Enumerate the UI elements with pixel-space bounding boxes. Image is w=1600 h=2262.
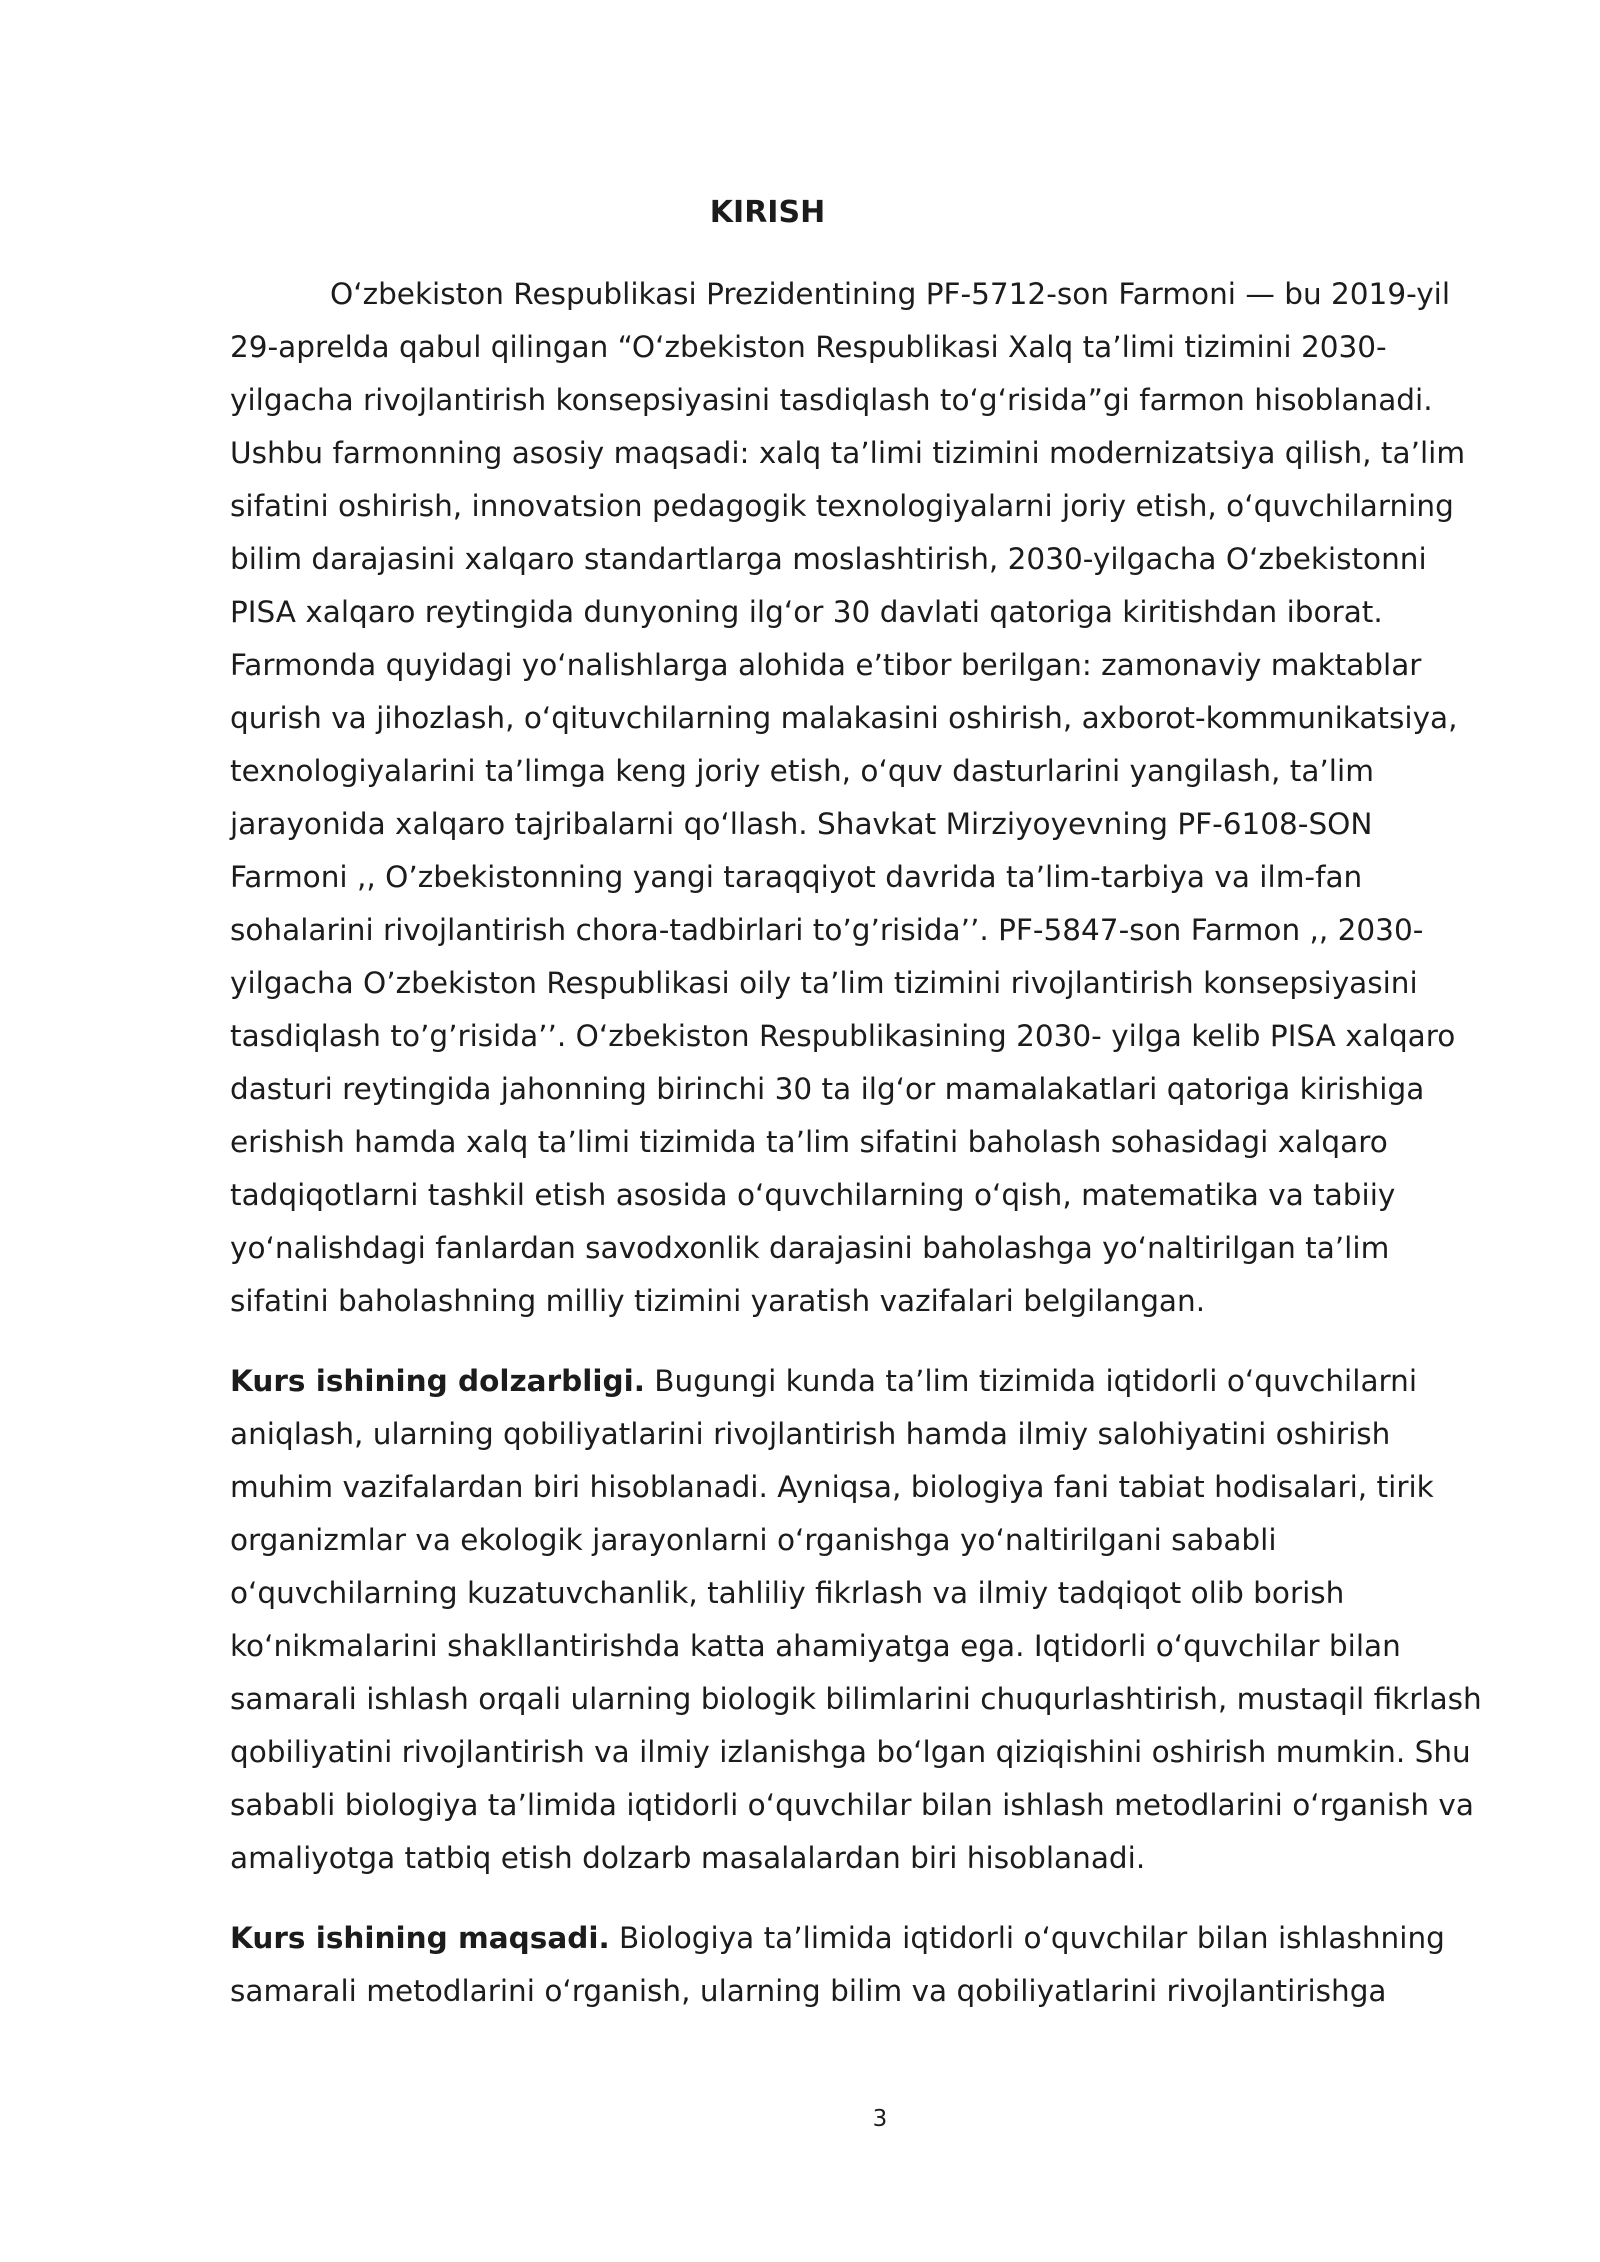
text-line: jarayonida xalqaro tajribalarni qo‘llash. Shavkat Mirziyoyevning PF-6108-SON [230, 807, 1373, 841]
text-line [230, 1355, 1530, 1408]
text-line: qurish va jihozlash, o‘qituvchilarning malakasini oshirish, axborot-kommunikatsiya, [230, 701, 1458, 735]
text-line: yilgacha O’zbekiston Respublikasi oily ta’lim tizimini rivojlantirish konsepsiyasini [230, 966, 1418, 1000]
relevance-heading: Kurs ishining dolzarbligi. [230, 1364, 645, 1398]
text-line: muhim vazifalardan biri hisoblanadi. Ayniqsa, biologiya fani tabiat hodisalari, tirik [230, 1470, 1434, 1504]
text-line [230, 1912, 1530, 1965]
text-line: Farmoni ,, O’zbekistonning yangi taraqqiyot davrida ta’lim-tarbiya va ilm-fan [230, 860, 1363, 894]
text-line: samarali metodlarini o‘rganish, ularning bilim va qobiliyatlarini rivojlantirishga [230, 1974, 1387, 2008]
goal-first-line: Biologiya ta’limida iqtidorli o‘quvchilar bilan ishlashning [609, 1921, 1445, 1955]
document-body [230, 268, 1530, 2018]
text-line: sifatini baholashning milliy tizimini yaratish vazifalari belgilangan. [230, 1284, 1206, 1318]
relevance-first-line: Bugungi kunda ta’lim tizimida iqtidorli o‘quvchilarni [644, 1364, 1418, 1398]
goal-heading: Kurs ishining maqsadi. [230, 1921, 610, 1955]
text-line: samarali ishlash orqali ularning biologik bilimlarini chuqurlashtirish, mustaqil fikrlash [230, 1682, 1482, 1716]
text-line: yo‘nalishdagi fanlardan savodxonlik darajasini baholashga yo‘naltirilgan ta’lim [230, 1231, 1390, 1265]
intro-paragraph [230, 268, 1530, 1328]
page-title: KIRISH [709, 195, 826, 230]
text-line: Farmonda quyidagi yo‘nalishlarga alohida e’tibor berilgan: zamonaviy maktablar [230, 648, 1422, 682]
text-line: tadqiqotlarni tashkil etish asosida o‘quvchilarning o‘qish, matematika va tabiiy [230, 1178, 1396, 1212]
text-line: texnologiyalarini ta’limga keng joriy etish, o‘quv dasturlarini yangilash, ta’lim [230, 754, 1374, 788]
text-line: PISA xalqaro reytingida dunyoning ilg‘or 30 davlati qatoriga kiritishdan iborat. [230, 595, 1383, 629]
text-line: aniqlash, ularning qobiliyatlarini rivojlantirish hamda ilmiy salohiyatini oshirish [230, 1417, 1391, 1451]
text-line: sifatini oshirish, innovatsion pedagogik texnologiyalarni joriy etish, o‘quvchilarning [230, 489, 1454, 523]
text-line: yilgacha rivojlantirish konsepsiyasini tasdiqlash to‘g‘risida”gi farmon hisoblanadi. [230, 383, 1433, 417]
text-line: sohalarini rivojlantirish chora-tadbirlari to’g’risida’’. PF-5847-son Farmon ,, 2030- [230, 913, 1424, 947]
text-line: organizmlar va ekologik jarayonlarni o‘rganishga yo‘naltirilgani sababli [230, 1523, 1277, 1557]
text-line: bilim darajasini xalqaro standartlarga moslashtirish, 2030-yilgacha O‘zbekistonni [230, 542, 1427, 576]
page-number: 3 [872, 2106, 888, 2132]
text-line: tasdiqlash to’g’risida’’. O‘zbekiston Respublikasining 2030- yilga kelib PISA xalqaro [230, 1019, 1456, 1053]
text-line: o‘quvchilarning kuzatuvchanlik, tahliliy fikrlash va ilmiy tadqiqot olib borish [230, 1576, 1345, 1610]
text-line: Ushbu farmonning asosiy maqsadi: xalq ta’limi tizimini modernizatsiya qilish, ta’lim [230, 436, 1466, 470]
text-line: erishish hamda xalq ta’limi tizimida ta’lim sifatini baholash sohasidagi xalqaro [230, 1125, 1388, 1159]
relevance-paragraph [230, 1355, 1530, 1885]
text-line: 29-aprelda qabul qilingan “O‘zbekiston Respublikasi Xalq ta’limi tizimini 2030- [230, 330, 1387, 364]
text-line: O‘zbekiston Respublikasi Prezidentining PF-5712-son Farmoni — bu 2019-yil [330, 277, 1451, 311]
text-line: qobiliyatini rivojlantirish va ilmiy izlanishga bo‘lgan qiziqishini oshirish mumkin. Shu [230, 1735, 1471, 1769]
text-line: dasturi reytingida jahonning birinchi 30 ta ilg‘or mamalakatlari qatoriga kirishiga [230, 1072, 1425, 1106]
text-line: ko‘nikmalarini shakllantirishda katta ahamiyatga ega. Iqtidorli o‘quvchilar bilan [230, 1629, 1401, 1663]
goal-paragraph [230, 1912, 1530, 2018]
text-line: amaliyotga tatbiq etish dolzarb masalalardan biri hisoblanadi. [230, 1841, 1146, 1875]
text-line: sababli biologiya ta’limida iqtidorli o‘quvchilar bilan ishlash metodlarini o‘rganish va [230, 1788, 1474, 1822]
